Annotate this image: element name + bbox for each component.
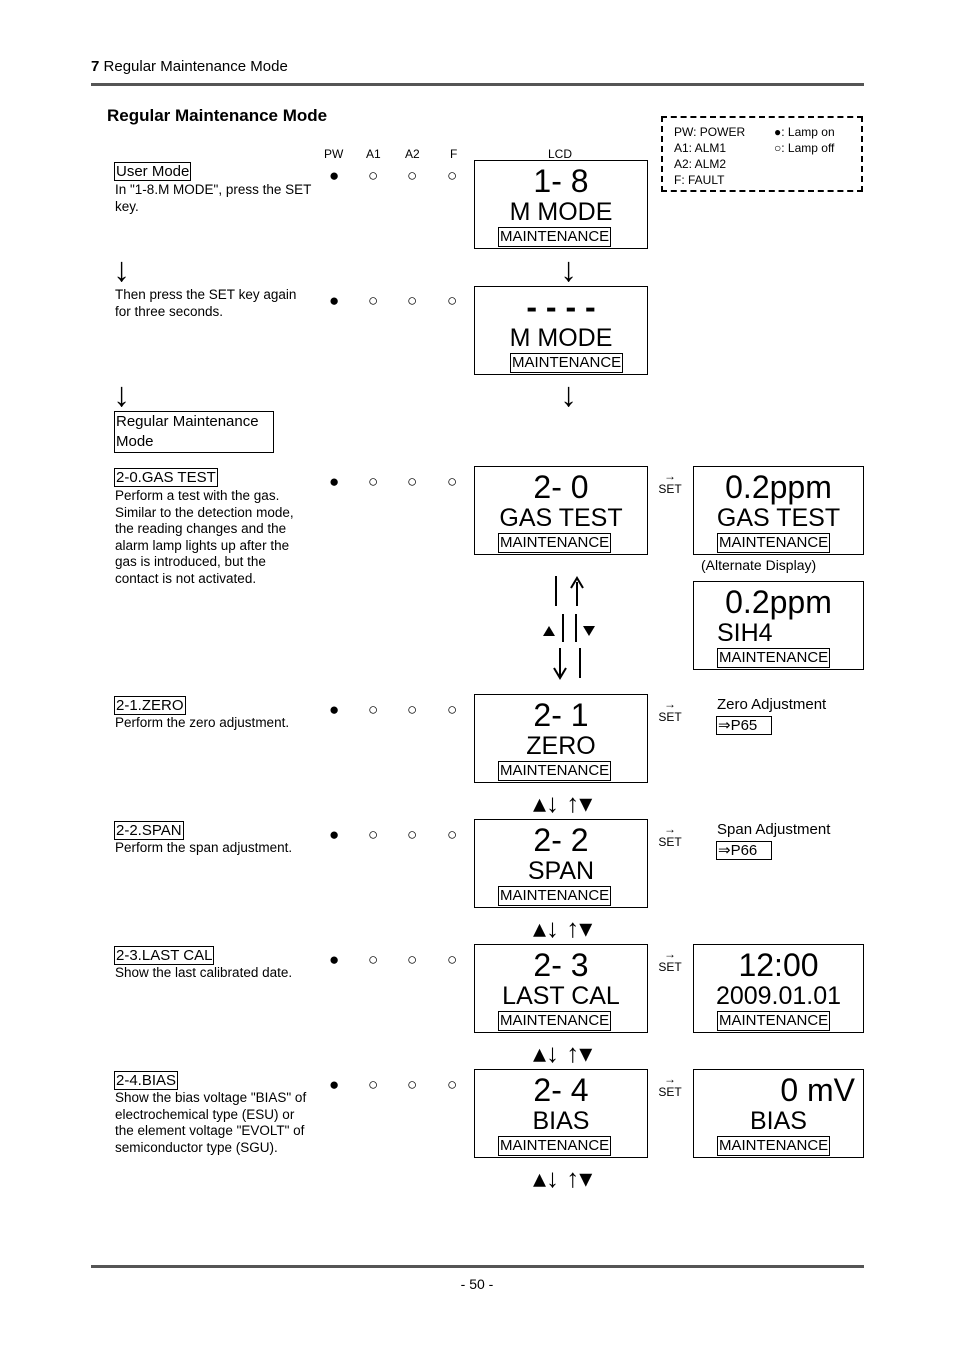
- set-transition: [655, 1073, 685, 1099]
- step-desc: Show the bias voltage "BIAS" of electrochemical type (ESU) or the element voltage "EVOLT" of semiconductor type (SGU).: [115, 1090, 307, 1155]
- lcd-line2: M MODE: [509, 198, 613, 226]
- lcd-result-display: [693, 466, 864, 555]
- step-label-regular-maintenance-mode: Regular Maintenance Mode: [114, 411, 274, 453]
- nav-arrows-icon: ▴↓ ↑▾: [533, 913, 593, 943]
- lcd-display: [474, 819, 648, 908]
- lcd-line3: MAINTENANCE: [500, 1012, 610, 1029]
- lcd-result-display: [693, 1069, 864, 1158]
- nav-arrows-icon: ▴↓ ↑▾: [533, 788, 593, 818]
- col-a1: A1: [366, 147, 381, 161]
- lcd-line2: GAS TEST: [499, 504, 623, 532]
- lcd-line1: 0 mV: [780, 1072, 855, 1108]
- lamp-a2-off: ○: [407, 1075, 418, 1094]
- step-desc: Perform the span adjustment.: [115, 840, 293, 855]
- legend-box: [661, 116, 863, 192]
- lcd-line3: MAINTENANCE: [719, 1012, 829, 1029]
- col-pw: PW: [324, 147, 344, 161]
- page-header: [91, 58, 288, 75]
- lcd-line3: MAINTENANCE: [500, 887, 610, 904]
- right-arrow-icon: →: [664, 469, 676, 483]
- lcd-line3: MAINTENANCE: [719, 1137, 829, 1154]
- right-arrow-icon: →: [664, 822, 676, 836]
- nav-arrows-icon: ▴↓ ↑▾: [533, 1163, 593, 1193]
- lcd-display: [474, 160, 648, 249]
- lcd-line1: 0.2ppm: [725, 584, 832, 620]
- lamp-pw-on: ●: [329, 1075, 340, 1094]
- step-desc: Perform a test with the gas. Similar to the detection mode, the reading changes and the alarm lamp lights up after the gas is introduced, but the contact is not activated.: [115, 488, 294, 586]
- lamp-a1-off: ○: [368, 825, 379, 844]
- step-label-last-cal: 2-3.LAST CAL: [116, 947, 213, 964]
- lcd-line3: MAINTENANCE: [500, 228, 610, 245]
- lcd-line3: MAINTENANCE: [500, 534, 610, 551]
- lcd-display: [474, 694, 648, 783]
- lcd-display: [474, 286, 648, 375]
- col-lcd: LCD: [548, 147, 573, 161]
- set-key-label: SET: [658, 960, 682, 974]
- chapter-title: Regular Maintenance Mode: [103, 58, 288, 75]
- lamp-f-off: ○: [447, 291, 458, 310]
- step-label-zero: 2-1.ZERO: [116, 697, 184, 714]
- down-arrow: ↓: [113, 376, 130, 414]
- lcd-line2: 2009.01.01: [715, 982, 842, 1010]
- lcd-line2: ZERO: [526, 732, 596, 760]
- lcd-line1: 2- 0: [533, 469, 589, 505]
- lcd-line1: - - - -: [526, 289, 596, 325]
- lamp-pw-on: ●: [329, 950, 340, 969]
- page-number: - 50 -: [460, 1276, 494, 1292]
- lamp-a1-off: ○: [368, 166, 379, 185]
- lamp-pw-on: ●: [329, 291, 340, 310]
- lcd-line1: 2- 1: [533, 697, 589, 733]
- set-key-label: SET: [658, 835, 682, 849]
- section-title: Regular Maintenance Mode: [107, 106, 328, 125]
- right-arrow-icon: →: [664, 947, 676, 961]
- lamp-a1-off: ○: [368, 700, 379, 719]
- lcd-line1: 2- 3: [533, 947, 589, 983]
- lcd-line1: 12:00: [738, 947, 819, 983]
- lcd-line2: GAS TEST: [716, 504, 841, 532]
- step-desc: Then press the SET key again for three seconds.: [115, 287, 297, 319]
- step-desc: Perform the zero adjustment.: [115, 715, 290, 730]
- set-key-label: SET: [658, 1085, 682, 1099]
- chapter-number: 7: [91, 58, 100, 75]
- set-transition: [655, 948, 685, 974]
- lcd-line1: 2- 4: [533, 1072, 589, 1108]
- legend-f: F: FAULT: [674, 173, 725, 187]
- legend-lamp-on: ●: Lamp on: [774, 125, 835, 139]
- lcd-line3: MAINTENANCE: [719, 649, 829, 666]
- header-rule: [91, 83, 864, 86]
- zero-adjustment-note: Zero Adjustment: [717, 696, 827, 713]
- lamp-a2-off: ○: [407, 825, 418, 844]
- lcd-line3: MAINTENANCE: [500, 762, 610, 779]
- step-label-user-mode: User Mode: [116, 163, 190, 180]
- lcd-line3: MAINTENANCE: [512, 354, 622, 371]
- lcd-line1: 2- 2: [533, 822, 589, 858]
- legend-lamp-off: ○: Lamp off: [774, 141, 835, 155]
- set-key-label: SET: [658, 482, 682, 496]
- lcd-line2: LAST CAL: [502, 982, 620, 1010]
- col-a2: A2: [405, 147, 420, 161]
- lcd-line1: 1- 8: [533, 163, 589, 199]
- lamp-f-off: ○: [447, 950, 458, 969]
- legend-pw: PW: POWER: [674, 125, 746, 139]
- step-label-gas-test: 2-0.GAS TEST: [116, 469, 216, 486]
- down-arrow: ↓: [113, 251, 130, 289]
- lcd-line1: 0.2ppm: [725, 469, 832, 505]
- footer-rule: [91, 1265, 864, 1268]
- step-label-bias: 2-4.BIAS: [116, 1072, 177, 1089]
- cycle-arrows-icon: [535, 572, 605, 682]
- down-arrow: ↓: [560, 251, 577, 289]
- step-label-span: 2-2.SPAN: [116, 822, 182, 839]
- lamp-f-off: ○: [447, 166, 458, 185]
- lamp-f-off: ○: [447, 472, 458, 491]
- lamp-a1-off: ○: [368, 291, 379, 310]
- lcd-display: [474, 466, 648, 555]
- lcd-line2: BIAS: [532, 1107, 590, 1135]
- lamp-a1-off: ○: [368, 472, 379, 491]
- lamp-a2-off: ○: [407, 472, 418, 491]
- col-f: F: [450, 147, 458, 161]
- lamp-a2-off: ○: [407, 950, 418, 969]
- legend-a1: A1: ALM1: [674, 141, 727, 155]
- lcd-result-display: [693, 944, 864, 1033]
- lamp-f-off: ○: [447, 1075, 458, 1094]
- lcd-line3: MAINTENANCE: [719, 534, 829, 551]
- lamp-a1-off: ○: [368, 1075, 379, 1094]
- lamp-f-off: ○: [447, 700, 458, 719]
- lamp-f-off: ○: [447, 825, 458, 844]
- page-reference-link[interactable]: ⇒P66: [716, 841, 772, 860]
- lamp-a2-off: ○: [407, 166, 418, 185]
- lcd-display: [474, 1069, 648, 1158]
- lcd-alternate-display: [693, 581, 864, 670]
- span-adjustment-note: Span Adjustment: [717, 821, 831, 838]
- right-arrow-icon: →: [664, 697, 676, 711]
- set-transition: [655, 698, 685, 724]
- set-key-label: SET: [658, 710, 682, 724]
- lamp-pw-on: ●: [329, 472, 340, 491]
- step-desc: Show the last calibrated date.: [115, 965, 293, 980]
- down-arrow: ↓: [560, 376, 577, 414]
- legend-a2: A2: ALM2: [674, 157, 727, 171]
- alternate-display-note: (Alternate Display): [701, 557, 817, 573]
- page-reference-link[interactable]: ⇒P65: [716, 716, 772, 735]
- right-arrow-icon: →: [664, 1072, 676, 1086]
- lcd-line2: SIH4: [717, 619, 773, 647]
- lcd-line3: MAINTENANCE: [500, 1137, 610, 1154]
- nav-arrows-icon: ▴↓ ↑▾: [533, 1038, 593, 1068]
- lcd-line2: SPAN: [527, 857, 595, 885]
- lcd-line2: M MODE: [509, 324, 613, 352]
- lcd-display: [474, 944, 648, 1033]
- step-desc: In "1-8.M MODE", press the SET key.: [115, 182, 312, 214]
- lcd-line2: BIAS: [750, 1107, 807, 1135]
- lamp-a1-off: ○: [368, 950, 379, 969]
- set-transition: [655, 823, 685, 849]
- lamp-pw-on: ●: [329, 700, 340, 719]
- lamp-pw-on: ●: [329, 166, 340, 185]
- lamp-a2-off: ○: [407, 700, 418, 719]
- lamp-a2-off: ○: [407, 291, 418, 310]
- set-transition: [655, 470, 685, 496]
- lamp-pw-on: ●: [329, 825, 340, 844]
